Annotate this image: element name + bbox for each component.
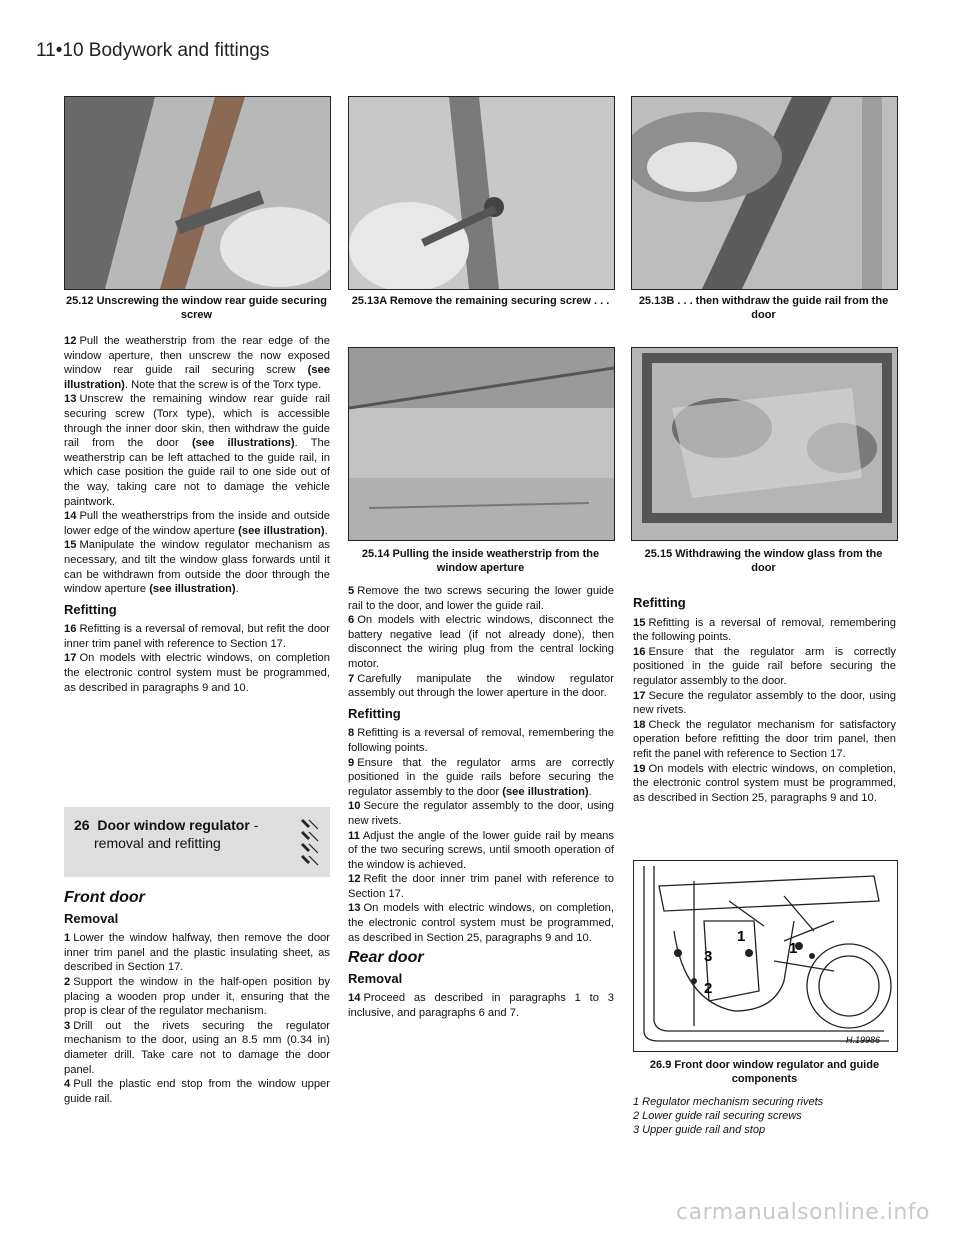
paragraph-14: 14 Pull the weatherstrips from the inside and outside lower edge of the window aperture (see illustration). — [64, 510, 330, 537]
paragraph-5: 5 Remove the two screws securing the lower guide rail to the door, and lower the guide rail. — [348, 585, 614, 612]
photo-25-13b — [631, 96, 898, 290]
photo-25-13a-image — [349, 97, 614, 289]
photo-25-15-image — [632, 348, 897, 540]
paragraph-6: 6 On models with electric windows, disconnect the battery negative lead (if not already done), then disconnect the wiring plug from the central locking motor. — [348, 614, 614, 670]
caption-25-13b: 25.13B . . . then withdraw the guide rail from the door — [638, 295, 889, 321]
photo-25-15 — [631, 347, 898, 541]
caption-25-12: 25.12 Unscrewing the window rear guide securing screw — [65, 295, 327, 321]
difficulty-wrench-icon — [300, 817, 322, 869]
diagram-label-3: 3 — [704, 948, 713, 965]
paragraph-16: 16 Ensure that the regulator arm is correctly positioned in the guide rail before securing the regulator assembly to the door. — [633, 645, 896, 687]
diagram-legend — [633, 1095, 823, 1137]
legend-item: 2 Lower guide rail securing screws — [633, 1110, 802, 1122]
paragraph-19: 19 On models with electric windows, on completion, the electronic control system must be programmed, as described in Section 25, paragraphs 9 and 10. — [633, 762, 896, 804]
diagram-ref: H.19986 — [846, 1035, 881, 1045]
column-1-bottom-text — [64, 885, 330, 1106]
caption-25-13a: 25.13A Remove the remaining securing screw . . . — [351, 295, 610, 307]
heading-refitting: Refitting — [633, 595, 686, 610]
diagram-label-1b: 1 — [737, 928, 746, 945]
section-subtitle: removal and refitting — [94, 835, 221, 851]
heading-removal: Removal — [64, 910, 119, 926]
paragraph-4: 4 Pull the plastic end stop from the window upper guide rail. — [64, 1078, 330, 1105]
paragraph-17: 17 Secure the regulator assembly to the door, using new rivets. — [633, 689, 896, 717]
paragraph-10: 10 Secure the regulator assembly to the door, using new rivets. — [348, 800, 614, 827]
photo-25-12-image — [65, 97, 330, 289]
caption-25-14: 25.14 Pulling the inside weatherstrip from the window aperture — [361, 548, 600, 574]
heading-rear-door: Rear door — [348, 949, 424, 967]
column-1-text — [64, 334, 330, 695]
heading-front-door: Front door — [64, 889, 145, 906]
caption-25-15: 25.15 Withdrawing the window glass from the door — [644, 548, 883, 574]
paragraph-1: 1 Lower the window halfway, then remove the door inner trim panel and the plastic insulating sheet, as described in Section 17. — [64, 932, 330, 974]
paragraph-15: 15 Refitting is a reversal of removal, remembering the following points. — [633, 616, 896, 644]
page-header: 11•10 Bodywork and fittings — [36, 40, 270, 61]
paragraph-11: 11 Adjust the angle of the lower guide rail by means of the two securing screws, until smooth operation of the window is achieved. — [348, 829, 614, 871]
photo-25-12 — [64, 96, 331, 290]
watermark: carmanualsonline.info — [676, 1200, 930, 1225]
heading-refitting: Refitting — [348, 705, 401, 721]
paragraph-8: 8 Refitting is a reversal of removal, remembering the following points. — [348, 727, 614, 754]
diagram-26-9 — [633, 860, 898, 1052]
paragraph-13: 13 Unscrew the remaining window rear guide rail securing screw (Torx type), which is accessible through the inner door skin, then withdraw the guide rail from the door (see illustrations). The weatherstrip can be left attached to the guide rail, in which case position the guide rail to one side out of the way, taking care not to damage the vehicle paintwork. — [64, 393, 330, 508]
heading-removal: Removal — [348, 970, 403, 986]
paragraph-2: 2 Support the window in the half-open position by placing a wooden prop under it, ensuring that the prop is clear of the regulator mechanism. — [64, 975, 330, 1018]
paragraph-7: 7 Carefully manipulate the window regulator assembly out through the lower aperture in the door. — [348, 672, 614, 700]
paragraph-3: 3 Drill out the rivets securing the regulator mechanism to the door, using an 8.5 mm (0.34 in) diameter drill. Take care not to damage the door panel. — [64, 1019, 330, 1076]
caption-26-9: 26.9 Front door window regulator and guide components — [649, 1059, 880, 1085]
photo-25-13b-image — [632, 97, 897, 289]
paragraph-13: 13 On models with electric windows, on completion, the electronic control system must be programmed, as described in Section 25, paragraphs 9 and 10. — [348, 902, 614, 944]
legend-item: 3 Upper guide rail and stop — [633, 1124, 766, 1136]
section-title: 26 Door window regulator - — [74, 817, 259, 833]
photo-25-14-image — [349, 348, 614, 540]
photo-25-14 — [348, 347, 615, 541]
paragraph-14: 14 Proceed as described in paragraphs 1 to 3 inclusive, and paragraphs 6 and 7. — [348, 992, 614, 1020]
legend-item: 1 Regulator mechanism securing rivets — [633, 1096, 824, 1108]
diagram-label-2: 2 — [704, 980, 713, 997]
paragraph-9: 9 Ensure that the regulator arms are correctly positioned in the guide rails before securing the regulator assembly to the door (see illustration). — [348, 756, 614, 798]
photo-25-13a — [348, 96, 615, 290]
diagram-label-1a: 1 — [789, 940, 798, 957]
regulator-line-drawing — [634, 861, 897, 1051]
paragraph-16: 16 Refitting is a reversal of removal, but refit the door inner trim panel with reference to Section 17. — [64, 623, 330, 650]
paragraph-15: 15 Manipulate the window regulator mechanism as necessary, and tilt the window glass forwards until it can be withdrawn from outside the door through the window aperture (see illustration). — [64, 539, 330, 596]
section-26-box — [64, 807, 330, 877]
paragraph-12: 12 Pull the weatherstrip from the rear edge of the window aperture, then unscrew the now exposed window rear guide rail securing screw (see illustration). Note that the screw is of the Torx type. — [64, 335, 330, 391]
paragraph-18: 18 Check the regulator mechanism for satisfactory operation before refitting the door trim panel, then refit the panel with reference to Section 17. — [633, 718, 896, 760]
paragraph-12: 12 Refit the door inner trim panel with reference to Section 17. — [348, 873, 614, 900]
column-2-text — [348, 584, 614, 1021]
column-3-text — [633, 596, 896, 805]
heading-refitting: Refitting — [64, 601, 117, 617]
paragraph-17: 17 On models with electric windows, on completion the electronic control system must be programmed, as described in paragraphs 9 and 10. — [64, 652, 330, 694]
